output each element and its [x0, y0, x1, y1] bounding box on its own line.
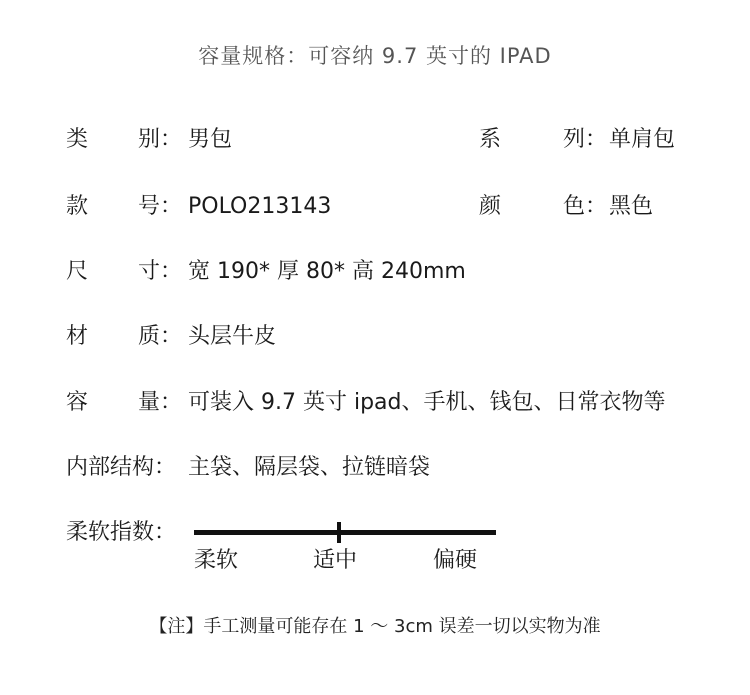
page-title: 容量规格：可容纳 9.7 英寸的 IPAD	[198, 44, 552, 68]
softness-tick-hard: 偏硬	[433, 548, 478, 573]
series-label-char1: 系	[479, 127, 502, 152]
color-label-char1: 颜	[479, 194, 502, 219]
model-label-char2: 号：	[138, 194, 183, 219]
spec-row-capacity	[66, 388, 746, 418]
size-label-char2: 寸：	[138, 259, 183, 284]
structure-value: 主袋、隔层袋、拉链暗袋	[188, 455, 431, 480]
spec-row-model	[66, 192, 486, 222]
model-label-char1: 款	[66, 194, 89, 219]
material-value: 头层牛皮	[188, 324, 277, 349]
softness-scale-marker	[337, 522, 341, 543]
material-label-char1: 材	[66, 324, 89, 349]
softness-scale-line	[194, 530, 496, 535]
category-label-char1: 类	[66, 127, 89, 152]
category-label-char2: 别：	[138, 127, 183, 152]
spec-row-size	[66, 257, 686, 287]
category-label	[66, 125, 186, 155]
structure-label	[66, 453, 186, 483]
softness-tick-medium: 适中	[313, 548, 358, 573]
material-label-char2: 质：	[138, 324, 183, 349]
capacity-value: 可装入 9.7 英寸 ipad、手机、钱包、日常衣物等	[188, 390, 666, 415]
size-label	[66, 257, 186, 287]
spec-row-color	[479, 192, 699, 222]
softness-tick-soft: 柔软	[194, 548, 239, 573]
model-value: POLO213143	[188, 194, 332, 219]
softness-label: 柔软指数：	[66, 520, 177, 545]
structure-label-text: 内部结构：	[66, 455, 177, 480]
capacity-label-char1: 容	[66, 390, 89, 415]
series-value: 单肩包	[609, 127, 676, 152]
size-value: 宽 190* 厚 80* 高 240mm	[188, 259, 466, 284]
capacity-label-char2: 量：	[138, 390, 183, 415]
spec-row-material	[66, 322, 686, 352]
series-label-char2: 列：	[563, 127, 608, 152]
size-label-char1: 尺	[66, 259, 89, 284]
spec-row-series	[479, 125, 699, 155]
measurement-note: 【注】手工测量可能存在 1 ～ 3cm 误差一切以实物为准	[149, 616, 601, 637]
material-label	[66, 322, 186, 352]
softness-scale	[194, 522, 496, 544]
spec-row-structure	[66, 453, 686, 483]
category-value: 男包	[188, 127, 233, 152]
spec-row-category	[66, 125, 486, 155]
capacity-label	[66, 388, 186, 418]
color-label-char2: 色：	[563, 194, 608, 219]
model-label	[66, 192, 186, 222]
color-value: 黑色	[609, 194, 654, 219]
